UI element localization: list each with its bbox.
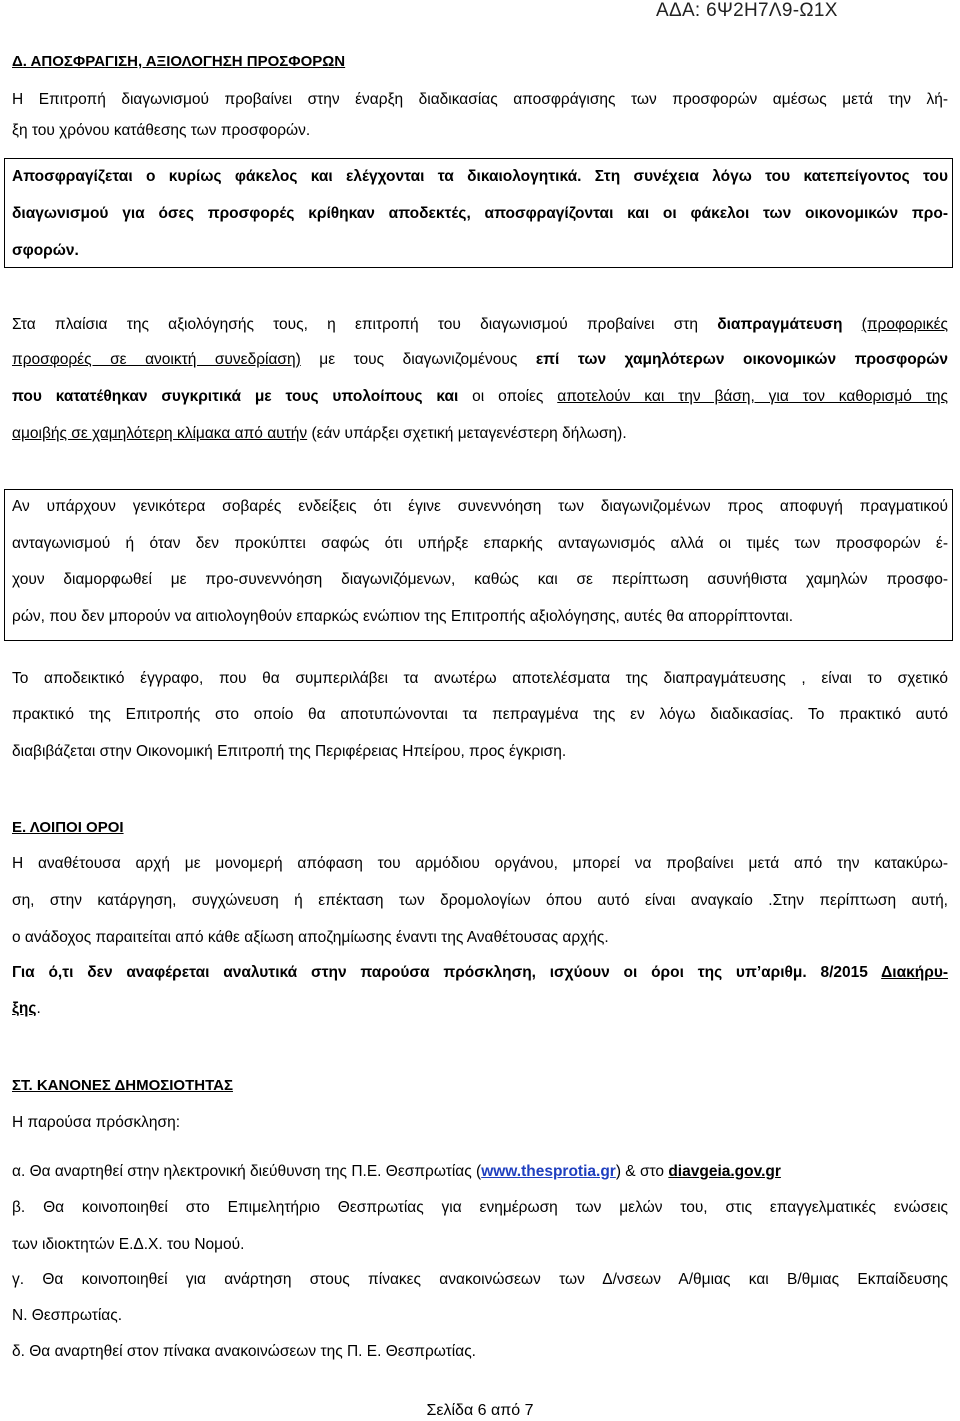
diavgeia-link[interactable]: diavgeia.gov.gr: [668, 1163, 781, 1180]
paragraph-line: των ιδιοκτητών Ε.Δ.Χ. του Νομού.: [12, 1236, 245, 1253]
paragraph-line: Στα πλαίσια της αξιολόγησής τους, η επιτροπή του διαγωνισμού προβαίνει στη διαπραγμάτευση (προφορικές: [12, 316, 949, 333]
paragraph-line: ξη του χρόνου κατάθεσης των προσφορών.: [12, 122, 311, 139]
paragraph-line: Η Επιτροπή διαγωνισμού προβαίνει στην έναρξη διαδικασίας αποσφράγισης των προσφορών αμέσως μετά την λή-: [12, 91, 948, 108]
paragraph-line: που κατατέθηκαν συγκριτικά με τους υπολοίπους και οι οποίες αποτελούν και την βάση, για τον καθορισμό της: [12, 388, 948, 405]
page-number: Σελίδα 6 από 7: [426, 1402, 534, 1419]
paragraph-line: χουν διαμορφωθεί με προ-συνεννόηση διαγωνιζόμενων, καθώς και σε περίπτωση ασυνήθιστα χαμηλών προσφο-: [12, 571, 948, 588]
paragraph-line: δ. Θα αναρτηθεί στον πίνακα ανακοινώσεων της Π. Ε. Θεσπρωτίας.: [12, 1343, 476, 1360]
paragraph-line: α. Θα αναρτηθεί στην ηλεκτρονική διεύθυνση της Π.Ε. Θεσπρωτίας (www.thesprotia.gr) & στο diavgeia.gov.gr: [12, 1163, 781, 1180]
section-d-title: Δ. ΑΠΟΣΦΡΑΓΙΣΗ, ΑΞΙΟΛΟΓΗΣΗ ΠΡΟΣΦΟΡΩΝ: [12, 53, 346, 70]
paragraph-line: γ. Θα κοινοποιηθεί για ανάρτηση στους πίνακες ανακοινώσεων των Δ/νσεων Α/θμιας και Β/θμιας Εκπαίδευσης: [12, 1271, 948, 1288]
paragraph-line: Αν υπάρχουν γενικότερα σοβαρές ενδείξεις ότι έγινε συνεννόηση των διαγωνιζομένων προς αποφυγή πραγματικού: [12, 498, 948, 515]
paragraph-line: διαβιβάζεται στην Οικονομική Επιτροπή της Περιφέρειας Ηπείρου, προς έγκριση.: [12, 743, 567, 760]
paragraph-line: ρών, που δεν μπορούν να αιτιολογηθούν επαρκώς ενώπιον της Επιτροπής αξιολόγησης, αυτές θα απορρίπτονται.: [12, 608, 794, 625]
paragraph-line: Το αποδεικτικό έγγραφο, που θα συμπεριλάβει τα ανωτέρω αποτελέσματα της διαπραγμάτευσης , είναι το σχετικό: [12, 670, 948, 687]
thesprotia-link[interactable]: www.thesprotia.gr: [481, 1163, 616, 1180]
paragraph-line: ανταγωνισμού ή όταν δεν προκύπτει σαφώς ότι υπήρξε επαρκής ανταγωνισμός αλλά οι τιμές των προσφορών έ-: [12, 535, 948, 552]
paragraph-line: πρακτικό της Επιτροπής στο οποίο θα αποτυπώνονται τα πεπραγμένα της εν λόγω διαδικασίας. Το πρακτικό αυτό: [12, 706, 948, 723]
paragraph-line: ξης.: [12, 1000, 41, 1017]
paragraph-line: Αποσφραγίζεται ο κυρίως φάκελος και ελέγχονται τα δικαιολογητικά. Στη συνέχεια λόγω του κατεπείγοντος του: [12, 168, 948, 185]
paragraph-line: αμοιβής σε χαμηλότερη κλίμακα από αυτήν (εάν υπάρξει σχετική μεταγενέστερη δήλωση).: [12, 425, 627, 442]
paragraph-line: Ν. Θεσπρωτίας.: [12, 1307, 123, 1324]
paragraph-line: Η παρούσα πρόσκληση:: [12, 1114, 180, 1131]
section-e-title: Ε. ΛΟΙΠΟΙ ΟΡΟΙ: [12, 819, 124, 836]
paragraph-line: Για ό,τι δεν αναφέρεται αναλυτικά στην παρούσα πρόσκληση, ισχύουν οι όροι της υπ’αριθμ. 8/2015 Διακήρυ-: [12, 964, 948, 981]
paragraph-line: σφορών.: [12, 242, 79, 259]
paragraph-line: Η αναθέτουσα αρχή με μονομερή απόφαση του αρμόδιου οργάνου, μπορεί να προβαίνει μετά από την κατακύρω-: [12, 855, 948, 872]
paragraph-line: ο ανάδοχος παραιτείται από κάθε αξίωση αποζημίωσης έναντι της Αναθέτουσας αρχής.: [12, 929, 609, 946]
paragraph-line: διαγωνισμού για όσες προσφορές κρίθηκαν αποδεκτές, αποσφραγίζονται και οι φάκελοι των οικονομικών προ-: [12, 205, 948, 222]
section-st-title: ΣΤ. ΚΑΝΟΝΕΣ ΔΗΜΟΣΙΟΤΗΤΑΣ: [12, 1077, 233, 1094]
paragraph-line: β. Θα κοινοποιηθεί στο Επιμελητήριο Θεσπρωτίας για ενημέρωση των μελών του, στις επαγγελματικές ενώσεις: [12, 1199, 948, 1216]
paragraph-line: προσφορές σε ανοικτή συνεδρίαση) με τους διαγωνιζομένους επί των χαμηλότερων οικονομικών προσφορών: [12, 351, 948, 368]
paragraph-line: ση, στην κατάργηση, συγχώνευση ή επέκταση των δρομολογίων όπου αυτό είναι αναγκαίο .Στην περίπτωση αυτή,: [12, 892, 948, 909]
ada-code: ΑΔΑ: 6Ψ2Η7Λ9-Ω1Χ: [656, 0, 838, 21]
